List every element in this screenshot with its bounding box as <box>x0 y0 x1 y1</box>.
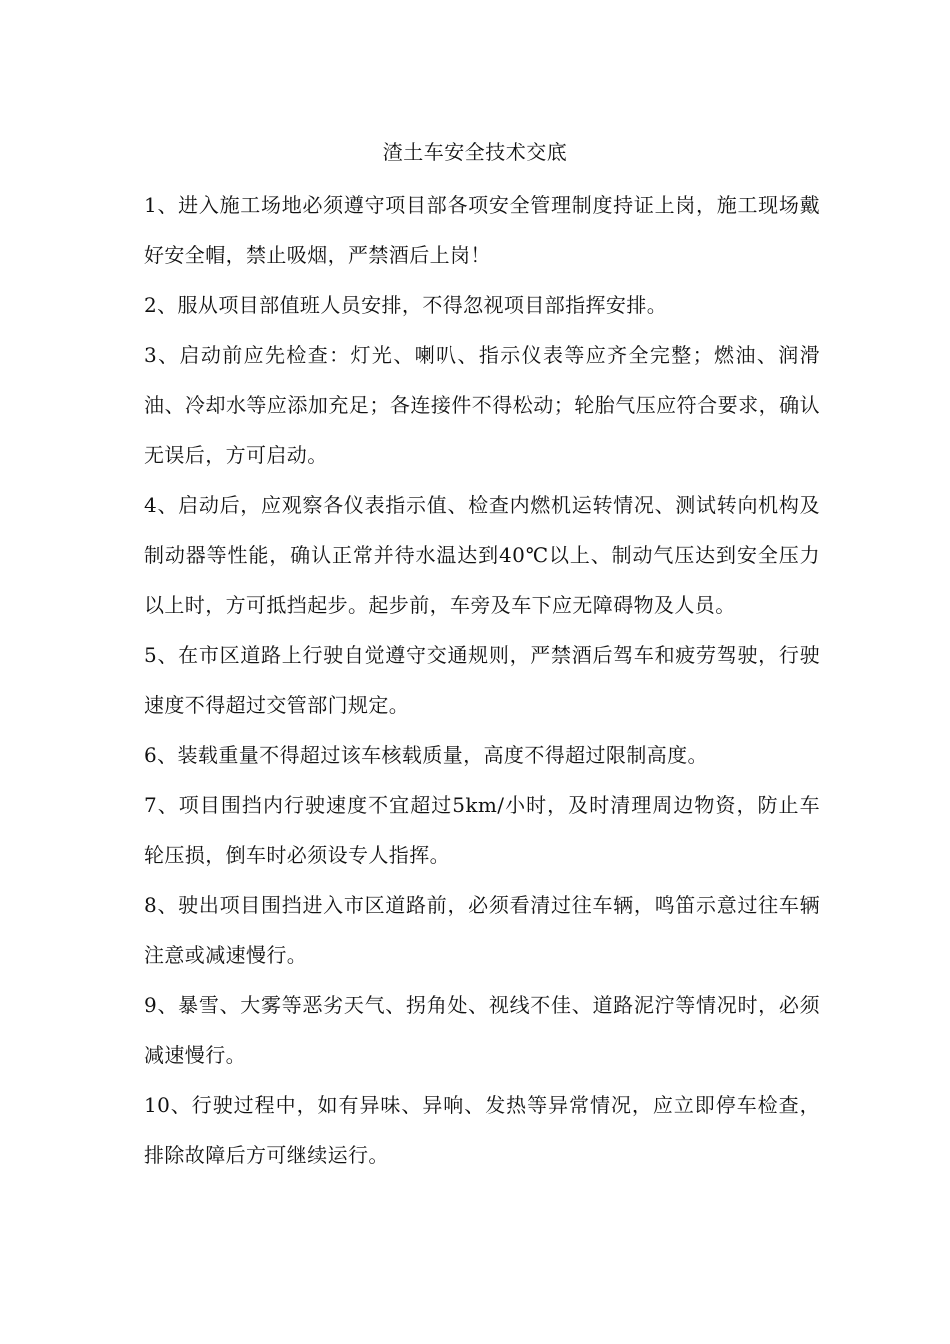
document-title: 渣土车安全技术交底 <box>382 140 568 164</box>
paragraph-5: 5、在市区道路上行驶自觉遵守交通规则，严禁酒后驾车和疲劳驾驶，行驶速度不得超过交管部门规定。 <box>144 643 820 717</box>
paragraph-1: 1、进入施工场地必须遵守项目部各项安全管理制度持证上岗，施工现场戴好安全帽，禁止吸烟，严禁酒后上岗！ <box>144 193 820 267</box>
paragraph-4: 4、启动后，应观察各仪表指示值、检查内燃机运转情况、测试转向机构及制动器等性能，确认正常并待水温达到40℃以上、制动气压达到安全压力以上时，方可抵挡起步。起步前，车旁及车下应无障碍物及人员。 <box>144 493 820 617</box>
paragraph-9: 9、暴雪、大雾等恶劣天气、拐角处、视线不佳、道路泥泞等情况时，必须减速慢行。 <box>144 993 820 1067</box>
paragraph-7: 7、项目围挡内行驶速度不宜超过5km/小时，及时清理周边物资，防止车轮压损，倒车时必须设专人指挥。 <box>144 793 820 867</box>
paragraph-3: 3、启动前应先检查：灯光、喇叭、指示仪表等应齐全完整；燃油、润滑油、冷却水等应添加充足；各连接件不得松动；轮胎气压应符合要求，确认无误后，方可启动。 <box>144 343 820 467</box>
document-body <box>144 180 820 1180</box>
paragraph-6: 6、装载重量不得超过该车核载质量，高度不得超过限制高度。 <box>144 743 708 767</box>
paragraph-8: 8、驶出项目围挡进入市区道路前，必须看清过往车辆，鸣笛示意过往车辆注意或减速慢行。 <box>144 893 820 967</box>
paragraph-2: 2、服从项目部值班人员安排，不得忽视项目部指挥安排。 <box>144 293 668 317</box>
paragraph-10: 10、行驶过程中，如有异味、异响、发热等异常情况，应立即停车检查，排除故障后方可继续运行。 <box>144 1093 820 1167</box>
